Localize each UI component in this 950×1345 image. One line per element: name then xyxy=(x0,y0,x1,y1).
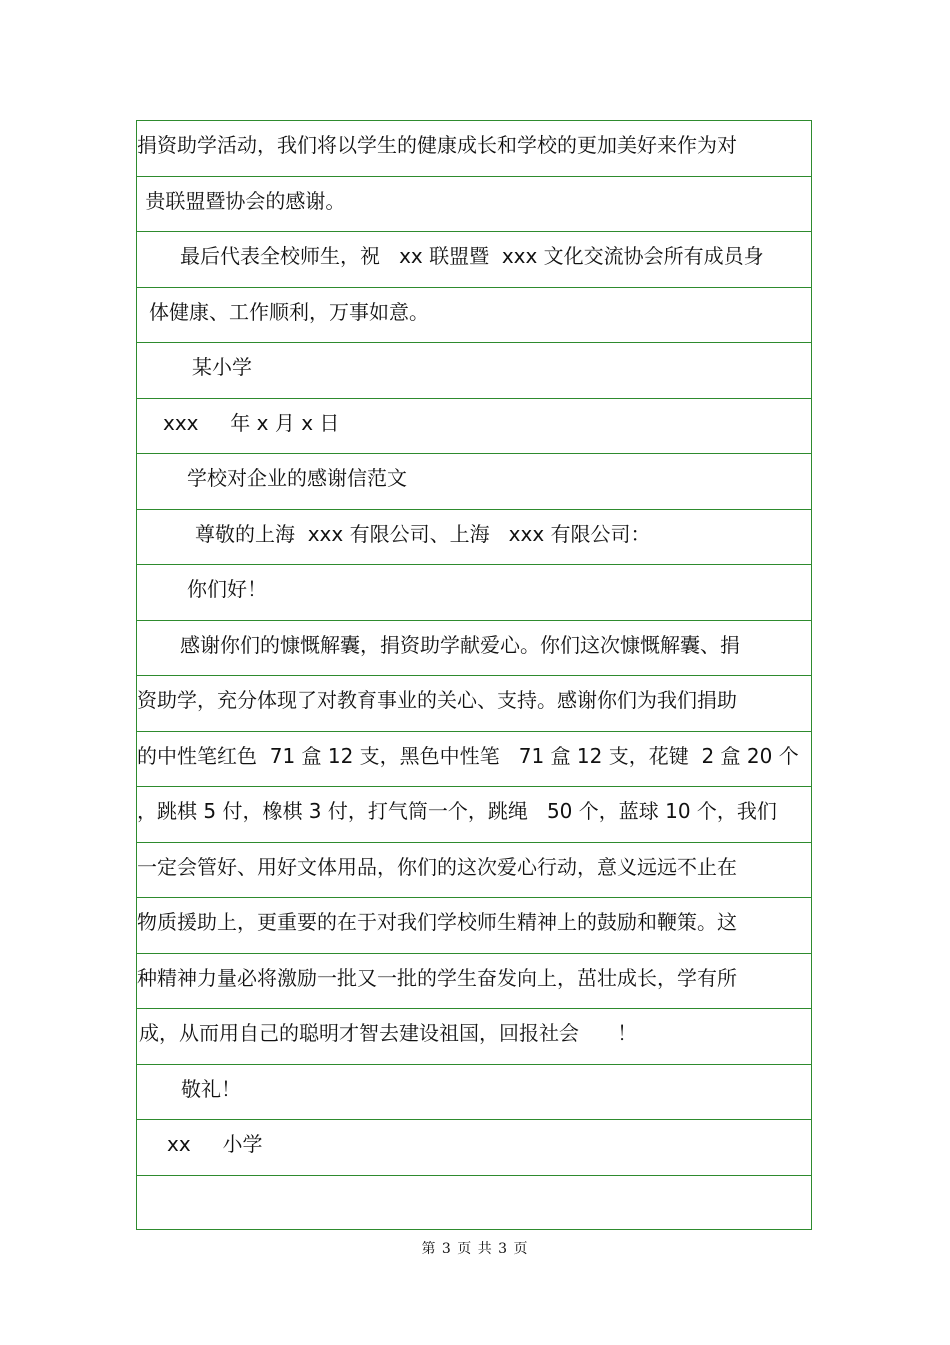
text-row xyxy=(137,787,811,843)
text-row xyxy=(137,288,811,344)
document-body xyxy=(136,120,812,1230)
text-line: 你们好！ xyxy=(187,577,267,601)
text-row xyxy=(137,898,811,954)
text-row xyxy=(137,1009,811,1065)
text-line: 某小学 xyxy=(192,355,252,379)
text-row xyxy=(137,732,811,788)
text-line: 体健康、工作顺利，万事如意。 xyxy=(149,299,429,324)
text-row xyxy=(137,621,811,677)
text-row xyxy=(137,843,811,899)
text-line: 资助学，充分体现了对教育事业的关心、支持。感谢你们为我们捐助 xyxy=(137,688,737,712)
text-row xyxy=(137,676,811,732)
text-line: ，跳棋 5 付，橡棋 3 付，打气筒一个，跳绳 50 个，蓝球 10 个，我们 xyxy=(137,799,777,823)
text-row xyxy=(137,399,811,455)
text-line: 最后代表全校师生，祝 xx 联盟暨 xxx 文化交流协会所有成员身 xyxy=(180,244,764,268)
text-line: 贵联盟暨协会的感谢。 xyxy=(139,188,346,213)
text-line: 物质援助上，更重要的在于对我们学校师生精神上的鼓励和鞭策。这 xyxy=(137,910,737,934)
text-line: 尊敬的上海 xxx 有限公司、上海 xxx 有限公司： xyxy=(195,521,651,546)
text-row xyxy=(137,454,811,510)
text-line: 捐资助学活动，我们将以学生的健康成长和学校的更加美好来作为对 xyxy=(137,133,737,157)
text-row xyxy=(137,565,811,621)
page-footer: 第 3 页 共 3 页 xyxy=(421,1241,529,1257)
text-line: 种精神力量必将激励一批又一批的学生奋发向上，茁壮成长，学有所 xyxy=(137,965,737,990)
text-row xyxy=(137,1065,811,1121)
text-row xyxy=(137,510,811,566)
text-row xyxy=(137,954,811,1010)
text-row xyxy=(137,1176,811,1232)
text-line: 敬礼！ xyxy=(181,1076,241,1101)
text-line: xx 小学 xyxy=(167,1132,263,1156)
text-line: 的中性笔红色 71 盒 12 支，黑色中性笔 71 盒 12 支，花键 2 盒 20 个 xyxy=(137,743,799,768)
text-line: 成，从而用自己的聪明才智去建设祖国，回报社会 ！ xyxy=(139,1021,638,1045)
text-row xyxy=(137,121,811,177)
text-row xyxy=(137,232,811,288)
text-line: xxx 年 x 月 x 日 xyxy=(163,410,340,435)
text-line: 学校对企业的感谢信范文 xyxy=(187,466,407,490)
text-line: 感谢你们的慷慨解囊，捐资助学献爱心。你们这次慷慨解囊、捐 xyxy=(180,632,740,657)
text-row xyxy=(137,177,811,233)
text-row xyxy=(137,1120,811,1176)
text-line: 一定会管好、用好文体用品，你们的这次爱心行动，意义远远不止在 xyxy=(137,854,737,879)
text-row xyxy=(137,343,811,399)
